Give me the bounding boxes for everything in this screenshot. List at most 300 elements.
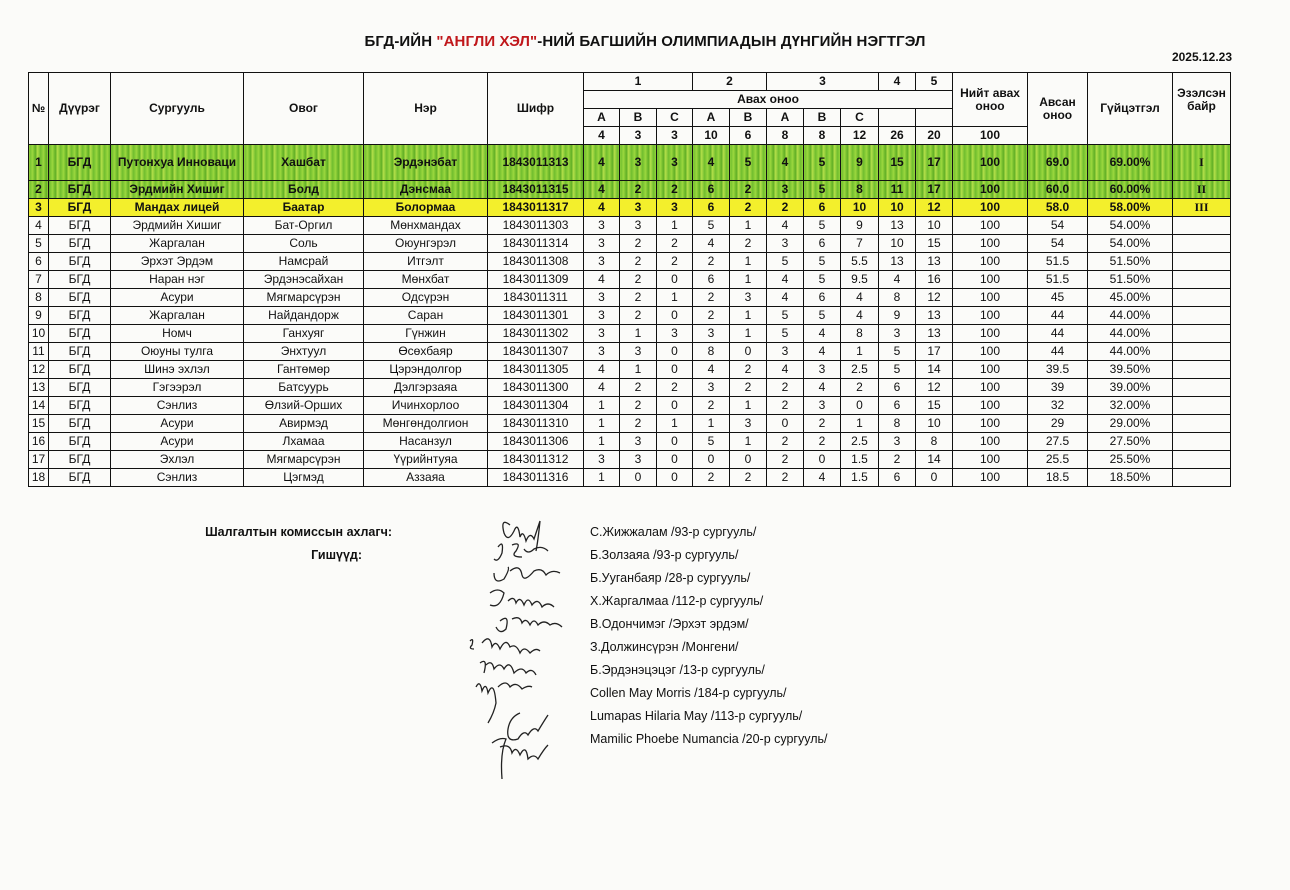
header-max-point: 3 — [657, 127, 693, 145]
row-performance: 39.00% — [1088, 379, 1173, 397]
row-total-max: 100 — [953, 271, 1028, 289]
table-row — [29, 199, 1231, 217]
row-surname: Мягмарсүрэн — [244, 451, 364, 469]
signatures-image — [450, 505, 590, 795]
header-max-point: 4 — [584, 127, 620, 145]
header-subpart: C — [657, 109, 693, 127]
row-place — [1173, 415, 1231, 433]
row-surname: Батсуурь — [244, 379, 364, 397]
row-name: Одсүрэн — [364, 289, 488, 307]
row-school: Гэгээрэл — [111, 379, 244, 397]
row-score-cell: 5 — [693, 217, 730, 235]
row-score: 27.5 — [1028, 433, 1088, 451]
row-score-cell: 3 — [584, 253, 620, 271]
row-place — [1173, 325, 1231, 343]
row-school: Наран нэг — [111, 271, 244, 289]
row-no: 3 — [29, 199, 49, 217]
row-score-cell: 3 — [584, 451, 620, 469]
row-school: Сэнлиз — [111, 397, 244, 415]
row-total-max: 100 — [953, 181, 1028, 199]
row-total-max: 100 — [953, 217, 1028, 235]
header-code: Шифр — [488, 73, 584, 145]
row-score-cell: 9 — [879, 307, 916, 325]
row-name: Дэлгэрзаяа — [364, 379, 488, 397]
row-score: 60.0 — [1028, 181, 1088, 199]
row-score-cell: 5 — [804, 253, 841, 271]
row-score-cell: 4 — [879, 271, 916, 289]
row-score-cell: 2 — [620, 307, 657, 325]
row-district: БГД — [49, 271, 111, 289]
row-code: 1843011300 — [488, 379, 584, 397]
row-surname: Болд — [244, 181, 364, 199]
row-code: 1843011307 — [488, 343, 584, 361]
row-score: 29 — [1028, 415, 1088, 433]
table-row — [29, 145, 1231, 181]
row-school: Асури — [111, 415, 244, 433]
row-score-cell: 0 — [657, 397, 693, 415]
row-score-cell: 2 — [657, 235, 693, 253]
row-score-cell: 1 — [730, 433, 767, 451]
table-row — [29, 451, 1231, 469]
row-score-cell: 2 — [730, 361, 767, 379]
row-surname: Цэгмэд — [244, 469, 364, 487]
row-score-cell: 1 — [620, 325, 657, 343]
row-score-cell: 6 — [879, 379, 916, 397]
row-score-cell: 1 — [730, 325, 767, 343]
row-no: 14 — [29, 397, 49, 415]
row-no: 2 — [29, 181, 49, 199]
row-score-cell: 12 — [916, 289, 953, 307]
row-place: III — [1173, 199, 1231, 217]
row-name: Болормаа — [364, 199, 488, 217]
row-score: 51.5 — [1028, 253, 1088, 271]
row-total-max: 100 — [953, 307, 1028, 325]
row-surname: Энхтуул — [244, 343, 364, 361]
members-label: Гишүүд: — [311, 548, 362, 562]
row-score-cell: 1 — [730, 217, 767, 235]
row-score-cell: 1 — [730, 307, 767, 325]
row-place — [1173, 379, 1231, 397]
header-subpart: B — [730, 109, 767, 127]
row-score-cell: 0 — [657, 469, 693, 487]
row-score-cell: 3 — [584, 307, 620, 325]
row-score-cell: 2 — [730, 181, 767, 199]
row-school: Эхлэл — [111, 451, 244, 469]
row-score-cell: 5 — [879, 361, 916, 379]
row-name: Итгэлт — [364, 253, 488, 271]
row-no: 10 — [29, 325, 49, 343]
row-total-max: 100 — [953, 469, 1028, 487]
row-score-cell: 9.5 — [841, 271, 879, 289]
row-total-max: 100 — [953, 433, 1028, 451]
row-score-cell: 5 — [693, 433, 730, 451]
committee-member: З.Должинсүрэн /Монгени/ — [590, 640, 739, 654]
row-score-cell: 0 — [916, 469, 953, 487]
row-score-cell: 6 — [693, 181, 730, 199]
row-score-cell: 1 — [657, 289, 693, 307]
row-score: 44 — [1028, 343, 1088, 361]
row-score-cell: 10 — [841, 199, 879, 217]
row-score-cell: 2 — [730, 379, 767, 397]
row-total-max: 100 — [953, 397, 1028, 415]
row-score-cell: 4 — [767, 289, 804, 307]
row-district: БГД — [49, 325, 111, 343]
row-performance: 54.00% — [1088, 217, 1173, 235]
row-score-cell: 1 — [841, 415, 879, 433]
row-surname: Найдандорж — [244, 307, 364, 325]
row-score-cell: 2 — [620, 397, 657, 415]
row-no: 11 — [29, 343, 49, 361]
row-score-cell: 2 — [841, 379, 879, 397]
row-surname: Хашбат — [244, 145, 364, 181]
row-score: 69.0 — [1028, 145, 1088, 181]
row-performance: 51.50% — [1088, 271, 1173, 289]
row-code: 1843011311 — [488, 289, 584, 307]
row-score-cell: 3 — [620, 199, 657, 217]
header-max-point: 3 — [620, 127, 657, 145]
row-school: Шинэ эхлэл — [111, 361, 244, 379]
row-score-cell: 14 — [916, 361, 953, 379]
row-score: 54 — [1028, 217, 1088, 235]
row-score-cell: 1 — [841, 343, 879, 361]
row-surname: Лхамаа — [244, 433, 364, 451]
row-score-cell: 4 — [693, 145, 730, 181]
row-place: I — [1173, 145, 1231, 181]
row-district: БГД — [49, 397, 111, 415]
header-score: Авсан оноо — [1028, 73, 1088, 145]
row-no: 12 — [29, 361, 49, 379]
row-score-cell: 6 — [879, 469, 916, 487]
row-place — [1173, 271, 1231, 289]
row-no: 9 — [29, 307, 49, 325]
row-score-cell: 0 — [657, 451, 693, 469]
row-score-cell: 1 — [620, 361, 657, 379]
row-score-cell: 17 — [916, 145, 953, 181]
row-score-cell: 2 — [767, 433, 804, 451]
row-score-cell: 5 — [804, 181, 841, 199]
row-surname: Бат-Оргил — [244, 217, 364, 235]
row-surname: Авирмэд — [244, 415, 364, 433]
row-score-cell: 1 — [730, 397, 767, 415]
row-no: 8 — [29, 289, 49, 307]
header-performance: Гүйцэтгэл — [1088, 73, 1173, 145]
row-score-cell: 3 — [657, 199, 693, 217]
committee-member: Б.Ууганбаяр /28-р сургууль/ — [590, 571, 751, 585]
row-performance: 45.00% — [1088, 289, 1173, 307]
row-performance: 29.00% — [1088, 415, 1173, 433]
row-score-cell: 2.5 — [841, 361, 879, 379]
row-score-cell: 3 — [584, 289, 620, 307]
header-district: Дүүрэг — [49, 73, 111, 145]
row-performance: 54.00% — [1088, 235, 1173, 253]
row-total-max: 100 — [953, 145, 1028, 181]
row-place — [1173, 343, 1231, 361]
row-performance: 51.50% — [1088, 253, 1173, 271]
header-subpart: A — [693, 109, 730, 127]
row-score-cell: 3 — [693, 379, 730, 397]
row-score-cell: 0 — [730, 451, 767, 469]
row-score-cell: 0 — [657, 343, 693, 361]
row-score-cell: 4 — [584, 379, 620, 397]
header-max-points-label: Авах оноо — [584, 91, 953, 109]
row-score-cell: 4 — [804, 343, 841, 361]
row-score-cell: 2 — [620, 415, 657, 433]
row-score-cell: 1 — [693, 415, 730, 433]
row-total-max: 100 — [953, 325, 1028, 343]
row-district: БГД — [49, 415, 111, 433]
row-total-max: 100 — [953, 235, 1028, 253]
row-score-cell: 2 — [693, 469, 730, 487]
row-score-cell: 3 — [584, 343, 620, 361]
header-school: Сургууль — [111, 73, 244, 145]
table-row — [29, 469, 1231, 487]
row-performance: 44.00% — [1088, 343, 1173, 361]
document-date: 2025.12.23 — [1171, 50, 1232, 64]
row-score-cell: 12 — [916, 199, 953, 217]
row-score-cell: 0 — [657, 271, 693, 289]
row-code: 1843011303 — [488, 217, 584, 235]
row-total-max: 100 — [953, 199, 1028, 217]
header-section-5: 5 — [916, 73, 953, 91]
row-score-cell: 0 — [657, 433, 693, 451]
table-row — [29, 415, 1231, 433]
row-score-cell: 4 — [584, 361, 620, 379]
header-total-max: Нийт авах оноо — [953, 73, 1028, 127]
row-total-max: 100 — [953, 253, 1028, 271]
row-name: Үүрийнтуяа — [364, 451, 488, 469]
row-score-cell: 4 — [841, 289, 879, 307]
row-code: 1843011302 — [488, 325, 584, 343]
row-score-cell: 15 — [916, 397, 953, 415]
row-score-cell: 0 — [657, 307, 693, 325]
row-district: БГД — [49, 433, 111, 451]
row-name: Насанзул — [364, 433, 488, 451]
row-score-cell: 6 — [693, 199, 730, 217]
row-code: 1843011306 — [488, 433, 584, 451]
row-score-cell: 5 — [804, 145, 841, 181]
row-school: Эрдмийн Хишиг — [111, 181, 244, 199]
committee-member: Collen May Morris /184-р сургууль/ — [590, 686, 787, 700]
table-row — [29, 253, 1231, 271]
row-district: БГД — [49, 199, 111, 217]
row-score-cell: 4 — [767, 271, 804, 289]
row-score-cell: 0 — [693, 451, 730, 469]
row-district: БГД — [49, 289, 111, 307]
row-score-cell: 2 — [804, 415, 841, 433]
row-score-cell: 2 — [693, 253, 730, 271]
row-score-cell: 3 — [767, 235, 804, 253]
header-subpart — [916, 109, 953, 127]
row-score-cell: 8 — [916, 433, 953, 451]
row-district: БГД — [49, 361, 111, 379]
row-name: Аззаяа — [364, 469, 488, 487]
header-place: Эзэлсэн байр — [1173, 73, 1231, 145]
row-score-cell: 3 — [657, 145, 693, 181]
row-score-cell: 3 — [767, 181, 804, 199]
table-row — [29, 397, 1231, 415]
row-no: 7 — [29, 271, 49, 289]
row-performance: 44.00% — [1088, 325, 1173, 343]
row-surname: Өлзий-Орших — [244, 397, 364, 415]
row-no: 4 — [29, 217, 49, 235]
header-surname: Овог — [244, 73, 364, 145]
row-score-cell: 12 — [916, 379, 953, 397]
row-district: БГД — [49, 379, 111, 397]
row-place — [1173, 253, 1231, 271]
row-score-cell: 2 — [620, 271, 657, 289]
row-score-cell: 4 — [767, 145, 804, 181]
row-score-cell: 7 — [841, 235, 879, 253]
header-max-point: 26 — [879, 127, 916, 145]
row-score-cell: 2.5 — [841, 433, 879, 451]
committee-member: С.Жижжалам /93-р сургууль/ — [590, 525, 757, 539]
row-name: Цэрэндолгор — [364, 361, 488, 379]
committee-member: Lumapas Hilaria May /113-р сургууль/ — [590, 709, 803, 723]
header-max-point: 6 — [730, 127, 767, 145]
row-school: Номч — [111, 325, 244, 343]
row-score-cell: 10 — [916, 217, 953, 235]
row-no: 1 — [29, 145, 49, 181]
row-score-cell: 2 — [804, 433, 841, 451]
results-table — [28, 72, 1231, 487]
row-score-cell: 17 — [916, 343, 953, 361]
row-score-cell: 5 — [804, 217, 841, 235]
row-score-cell: 2 — [657, 253, 693, 271]
row-score-cell: 6 — [804, 289, 841, 307]
row-score: 44 — [1028, 307, 1088, 325]
row-district: БГД — [49, 451, 111, 469]
row-no: 15 — [29, 415, 49, 433]
row-performance: 32.00% — [1088, 397, 1173, 415]
row-score-cell: 3 — [693, 325, 730, 343]
row-district: БГД — [49, 181, 111, 199]
row-score-cell: 0 — [620, 469, 657, 487]
row-score-cell: 8 — [879, 415, 916, 433]
row-total-max: 100 — [953, 379, 1028, 397]
header-subpart — [879, 109, 916, 127]
document-title: БГД-ИЙН "АНГЛИ ХЭЛ"-НИЙ БАГШИЙН ОЛИМПИАДЫН ДҮНГИЙН НЭГТГЭЛ — [364, 33, 926, 50]
row-score-cell: 6 — [693, 271, 730, 289]
row-score-cell: 4 — [584, 181, 620, 199]
row-district: БГД — [49, 145, 111, 181]
row-code: 1843011304 — [488, 397, 584, 415]
row-score: 32 — [1028, 397, 1088, 415]
row-score-cell: 1.5 — [841, 451, 879, 469]
row-score-cell: 5 — [767, 325, 804, 343]
table-row — [29, 217, 1231, 235]
row-code: 1843011316 — [488, 469, 584, 487]
row-total-max: 100 — [953, 361, 1028, 379]
row-performance: 25.50% — [1088, 451, 1173, 469]
table-row — [29, 433, 1231, 451]
row-score-cell: 8 — [879, 289, 916, 307]
row-total-max: 100 — [953, 415, 1028, 433]
row-performance: 27.50% — [1088, 433, 1173, 451]
row-code: 1843011310 — [488, 415, 584, 433]
row-score-cell: 3 — [620, 433, 657, 451]
row-district: БГД — [49, 343, 111, 361]
row-score-cell: 4 — [767, 361, 804, 379]
table-row — [29, 235, 1231, 253]
row-score-cell: 9 — [841, 217, 879, 235]
header-subpart: C — [841, 109, 879, 127]
header-max-point: 10 — [693, 127, 730, 145]
row-score-cell: 4 — [767, 217, 804, 235]
row-score: 44 — [1028, 325, 1088, 343]
header-subpart: A — [584, 109, 620, 127]
row-score-cell: 3 — [879, 433, 916, 451]
row-score-cell: 1 — [730, 271, 767, 289]
row-school: Сэнлиз — [111, 469, 244, 487]
row-score-cell: 5 — [804, 271, 841, 289]
row-score-cell: 5 — [730, 145, 767, 181]
row-score-cell: 2 — [693, 307, 730, 325]
row-school: Мандах лицей — [111, 199, 244, 217]
row-school: Оюуны тулга — [111, 343, 244, 361]
row-score-cell: 2 — [767, 199, 804, 217]
row-district: БГД — [49, 253, 111, 271]
row-score-cell: 4 — [584, 271, 620, 289]
row-score: 45 — [1028, 289, 1088, 307]
row-score-cell: 1.5 — [841, 469, 879, 487]
row-total-max: 100 — [953, 289, 1028, 307]
row-score-cell: 2 — [767, 469, 804, 487]
row-score-cell: 2 — [620, 181, 657, 199]
row-score-cell: 1 — [730, 253, 767, 271]
row-score-cell: 1 — [584, 433, 620, 451]
row-score-cell: 14 — [916, 451, 953, 469]
row-place — [1173, 451, 1231, 469]
row-place — [1173, 433, 1231, 451]
row-score-cell: 4 — [841, 307, 879, 325]
row-district: БГД — [49, 307, 111, 325]
committee-member: Mamilic Phoebe Numancia /20-р сургууль/ — [590, 732, 828, 746]
row-score-cell: 0 — [841, 397, 879, 415]
row-code: 1843011313 — [488, 145, 584, 181]
row-score-cell: 5 — [879, 343, 916, 361]
row-score-cell: 1 — [584, 397, 620, 415]
row-name: Мөнхмандах — [364, 217, 488, 235]
row-place — [1173, 217, 1231, 235]
row-score-cell: 8 — [841, 325, 879, 343]
row-score-cell: 6 — [804, 235, 841, 253]
header-section-3: 3 — [767, 73, 879, 91]
row-score-cell: 3 — [730, 415, 767, 433]
row-score-cell: 4 — [693, 361, 730, 379]
row-score-cell: 10 — [916, 415, 953, 433]
row-code: 1843011309 — [488, 271, 584, 289]
header-subpart: A — [767, 109, 804, 127]
row-score-cell: 13 — [916, 325, 953, 343]
row-place: II — [1173, 181, 1231, 199]
header-subpart: B — [620, 109, 657, 127]
row-score-cell: 2 — [767, 379, 804, 397]
row-score-cell: 2 — [620, 253, 657, 271]
row-score-cell: 1 — [657, 217, 693, 235]
row-score-cell: 15 — [916, 235, 953, 253]
committee-member: Б.Золзаяа /93-р сургууль/ — [590, 548, 739, 562]
row-no: 13 — [29, 379, 49, 397]
row-total-max: 100 — [953, 343, 1028, 361]
row-district: БГД — [49, 217, 111, 235]
row-place — [1173, 397, 1231, 415]
row-score-cell: 3 — [620, 343, 657, 361]
row-score-cell: 2 — [879, 451, 916, 469]
table-row — [29, 379, 1231, 397]
row-score-cell: 5 — [767, 307, 804, 325]
header-max-point: 12 — [841, 127, 879, 145]
row-score-cell: 5.5 — [841, 253, 879, 271]
